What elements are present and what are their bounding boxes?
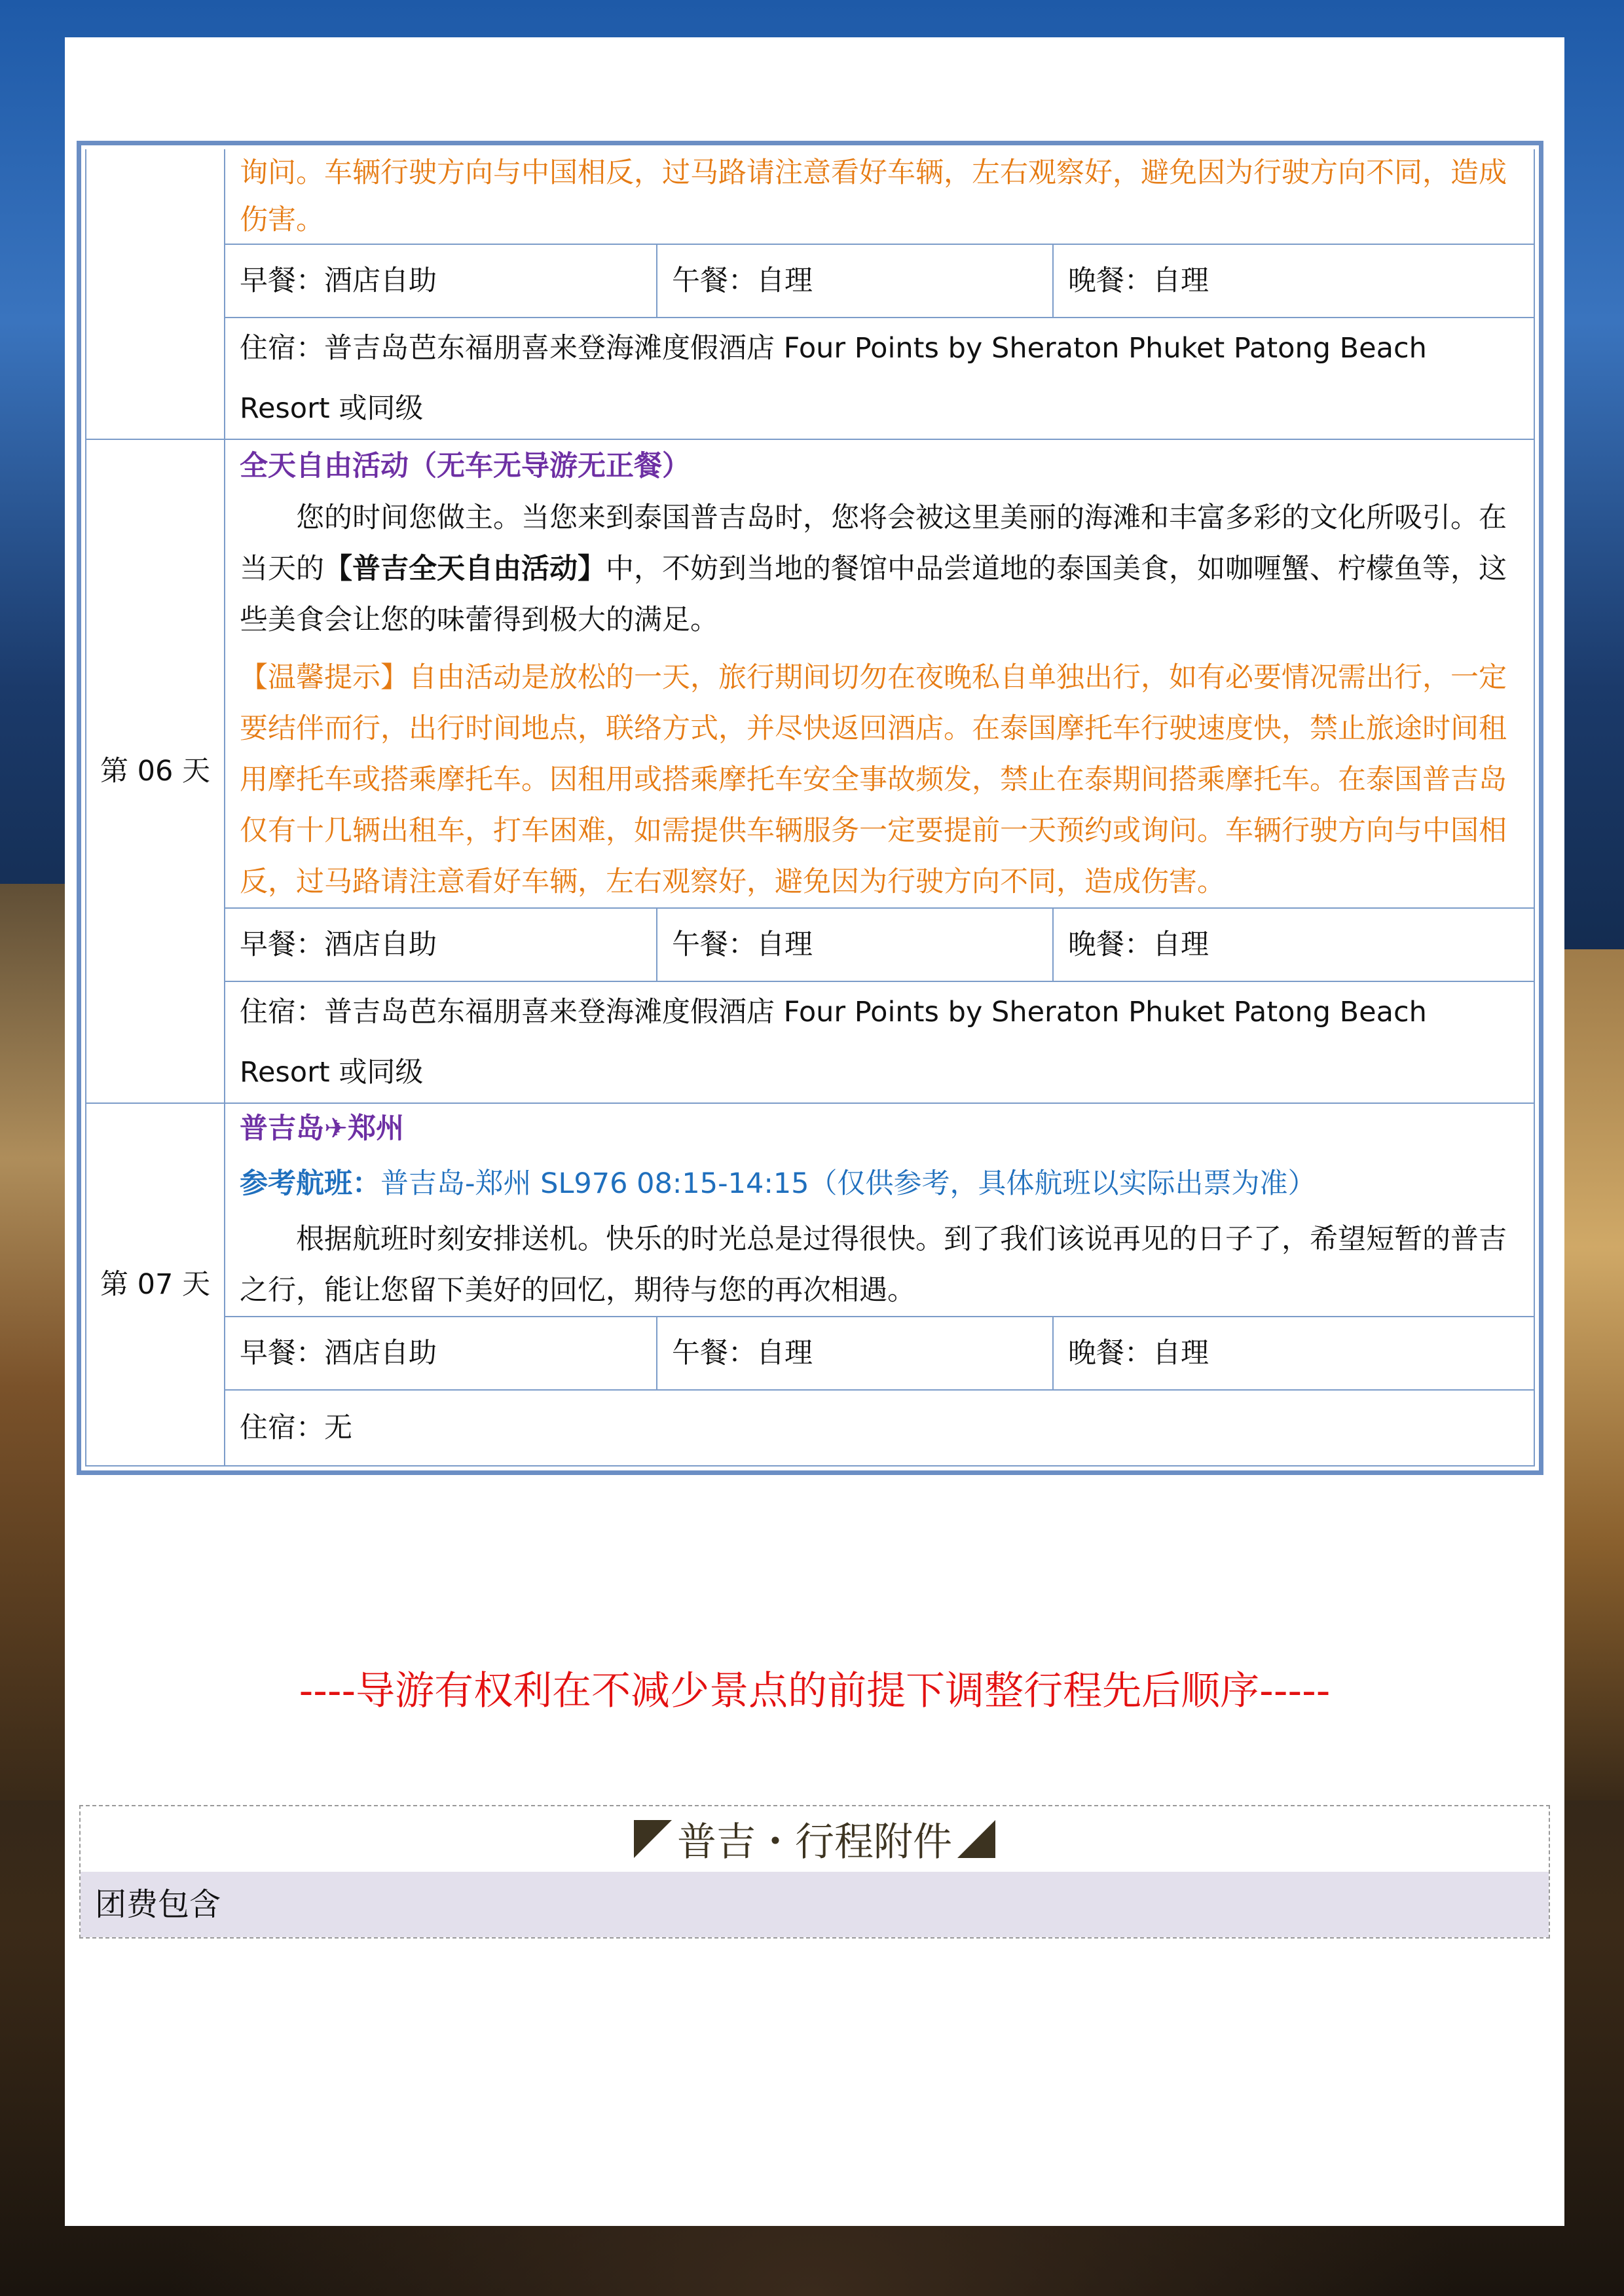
day06-dinner: 晚餐：自理 (1053, 908, 1534, 981)
itinerary-notice: ----导游有权利在不减少景点的前提下调整行程先后顺序----- (299, 1668, 1331, 1714)
day06-breakfast: 早餐：酒店自助 (225, 908, 657, 981)
attachment-title-text: 普吉・行程附件 (677, 1819, 952, 1865)
day07-title: 普吉岛✈郑州 (240, 1112, 405, 1145)
day07-label: 第 07 天 (86, 1103, 225, 1466)
day07-breakfast: 早餐：酒店自助 (225, 1317, 657, 1390)
day06-desc-post: 中，不妨到当地的餐馆中品尝道地的泰国美食，如咖喱蟹、柠檬鱼等，这些美食会让您的味蕾得到极大的满足。 (240, 553, 1507, 636)
document-page (65, 37, 1564, 2226)
day06-hotel-row (86, 981, 1534, 1103)
day07-dinner: 晚餐：自理 (1053, 1317, 1534, 1390)
background-decoration-right (1562, 949, 1624, 1800)
day05-hotel: 住宿：普吉岛芭东福朋喜来登海滩度假酒店 Four Points by Sheraton Phuket Patong Beach Resort 或同级 (225, 318, 1534, 439)
day06-description (240, 492, 1519, 646)
day07-flight-info: 普吉岛-郑州 SL976 08:15-14:15（仅供参考，具体航班以实际出票为准） (380, 1167, 1316, 1200)
day06-hotel: 住宿：普吉岛芭东福朋喜来登海滩度假酒店 Four Points by Sheraton Phuket Patong Beach Resort 或同级 (225, 981, 1534, 1103)
attachment-row-fee-includes: 团费包含 (81, 1872, 1549, 1937)
day05-warning-text: 询问。车辆行驶方向与中国相反，过马路请注意看好车辆，左右观察好，避免因为行驶方向不同，造成伤害。 (240, 156, 1507, 236)
corner-triangle-left-icon (634, 1820, 672, 1858)
day05-meals-row (86, 244, 1534, 318)
day07-description: 根据航班时刻安排送机。快乐的时光总是过得很快。到了我们该说再见的日子了，希望短暂的普吉之行，能让您留下美好的回忆，期待与您的再次相遇。 (240, 1223, 1507, 1307)
day05-label-cell (86, 149, 225, 439)
day05-warning-row (86, 149, 1534, 244)
day06-desc-pre: 您的时间您做主。当您来到泰国普吉岛时，您将会被这里美丽的海滩和丰富多彩的文化所吸引。在当天的 (240, 501, 1507, 585)
day06-lunch: 午餐：自理 (657, 908, 1053, 981)
day07-meals-row (86, 1317, 1534, 1390)
day06-label: 第 06 天 (86, 439, 225, 1103)
day07-lunch: 午餐：自理 (657, 1317, 1053, 1390)
day07-hotel-row (86, 1390, 1534, 1466)
attachment-section (79, 1805, 1550, 1939)
day07-flight-label: 参考航班： (240, 1167, 380, 1200)
day06-title: 全天自由活动（无车无导游无正餐） (240, 450, 690, 483)
day05-dinner: 晚餐：自理 (1053, 244, 1534, 318)
attachment-title (81, 1806, 1549, 1872)
day06-desc-bold: 【普吉全天自由活动】 (324, 553, 606, 585)
itinerary-table (77, 141, 1543, 1475)
day07-flight (240, 1154, 1519, 1214)
day07-hotel: 住宿：无 (225, 1390, 1534, 1466)
day05-lunch: 午餐：自理 (657, 244, 1053, 318)
day07-content-row (86, 1103, 1534, 1317)
day05-breakfast: 早餐：酒店自助 (225, 244, 657, 318)
corner-triangle-right-icon (957, 1820, 995, 1858)
day05-hotel-row (86, 318, 1534, 439)
day06-meals-row (86, 908, 1534, 981)
day06-warning: 【温馨提示】自由活动是放松的一天，旅行期间切勿在夜晚私自单独出行，如有必要情况需出行，一定要结伴而行，出行时间地点，联络方式，并尽快返回酒店。在泰国摩托车行驶速度快，禁止旅途时间租用摩托车或搭乘摩托车。因租用或搭乘摩托车安全事故频发，禁止在泰期间搭乘摩托车。在泰国普吉岛仅有十几辆出租车，打车困难，如需提供车辆服务一定要提前一天预约或询问。车辆行驶方向与中国相反，过马路请注意看好车辆，左右观察好，避免因为行驶方向不同，造成伤害。 (240, 661, 1507, 898)
day06-content-row (86, 439, 1534, 908)
